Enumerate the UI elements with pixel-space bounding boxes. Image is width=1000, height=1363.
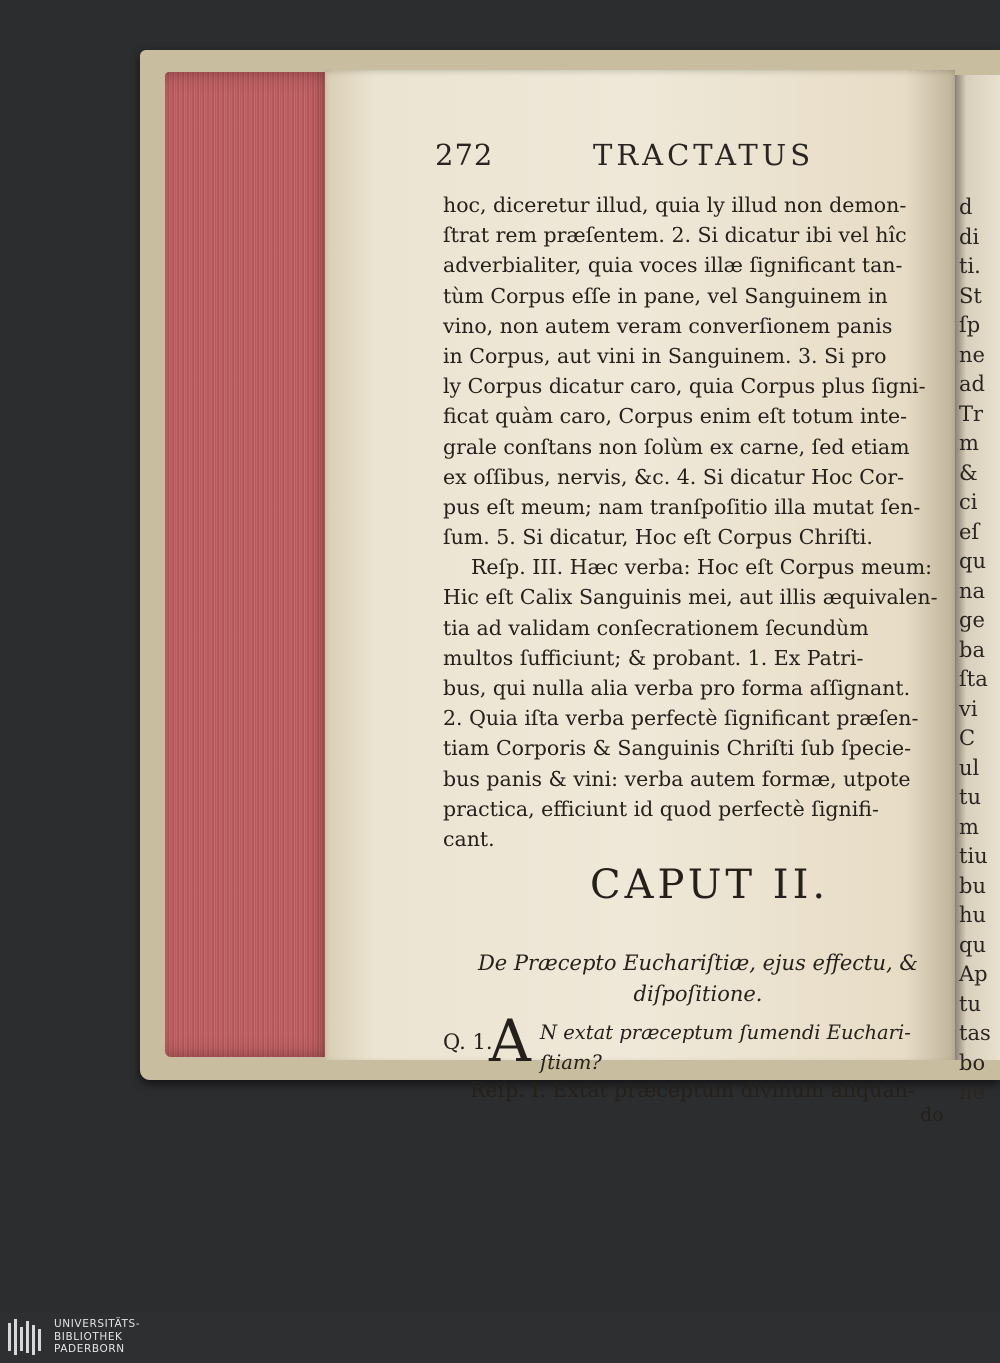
facing-page-fragment: ad: [959, 372, 985, 396]
question-text: [540, 1018, 955, 1078]
facing-page-fragment: C: [959, 726, 976, 750]
facing-page-fragment: ne: [959, 1080, 985, 1104]
text-line: Reſp. III. Hæc verba: Hoc eſt Corpus meum:: [471, 555, 933, 580]
facing-page-fragment: &: [959, 460, 978, 485]
facing-page-fragment: tu: [959, 991, 981, 1016]
running-head: [435, 138, 955, 174]
facing-page-fragment: bo: [959, 1050, 986, 1075]
text-line: hoc, diceretur illud, quia ly illud non demon-: [443, 193, 907, 217]
text-line: Hic eſt Calix Sanguinis mei, aut illis æquivalen-: [443, 585, 938, 610]
text-line: adverbialiter, quia voces illæ ſignificant tan-: [443, 253, 903, 278]
chapter-subtitle: [443, 948, 953, 1010]
text-line: 2. Quia iſta verba perfectè ſignificant præſen-: [443, 706, 919, 731]
footer: [0, 1313, 1000, 1363]
question-label: Q. 1.: [443, 1030, 493, 1054]
text-line: tùm Corpus eſſe in pane, vel Sanguinem in: [443, 283, 888, 308]
text-line: ex oſſibus, nervis, &c. 4. Si dicatur Hoc Cor-: [443, 464, 905, 489]
facing-page-fragment: na: [959, 578, 986, 603]
facing-page-fragment: bu: [959, 873, 986, 898]
running-head-title: TRACTATUS: [593, 138, 815, 172]
facing-page-fragment: St: [959, 283, 982, 308]
library-logo-icon: [6, 1319, 48, 1359]
text-line: tia ad validam conſecrationem ſecundùm: [443, 615, 869, 640]
facing-page-fragment: tu: [959, 785, 981, 809]
catchword: do: [920, 1104, 944, 1126]
text-line: vino, non autem veram converſionem panis: [443, 313, 893, 338]
facing-page-fragment: m: [959, 814, 979, 839]
page-edges: [165, 72, 335, 1057]
page-number: 272: [435, 138, 494, 172]
facing-page-fragment: ne: [959, 342, 985, 367]
text-line: in Corpus, aut vini in Sanguinem. 3. Si pro: [443, 343, 887, 368]
text-line: bus, qui nulla alia verba pro forma aſſignant.: [443, 676, 911, 700]
text-line: ly Corpus dicatur caro, quia Corpus plus ſigni-: [443, 374, 926, 399]
question-text-line: N extat præceptum ſumendi Euchari-: [540, 1021, 911, 1044]
facing-page-fragment: ba: [959, 637, 985, 662]
facing-page-fragment: qu: [959, 549, 986, 573]
question-text-line: ſtiam?: [540, 1051, 602, 1074]
facing-page-fragment: hu: [959, 903, 987, 927]
facing-page-fragment: d: [959, 195, 973, 219]
facing-page-fragment: ge: [959, 608, 985, 632]
facing-page-fragment: ti.: [959, 254, 981, 278]
facing-page-fragment: ul: [959, 755, 980, 780]
text-line: grale conſtans non ſolùm ex carne, ſed etiam: [443, 434, 910, 459]
facing-page-fragment: tas: [959, 1021, 991, 1045]
text-line: ſum. 5. Si dicatur, Hoc eſt Corpus Chriſti.: [443, 525, 873, 550]
facing-page-fragment: ci: [959, 490, 978, 514]
facing-page-fragment: Ap: [959, 962, 988, 986]
facing-page-fragment: ſp: [959, 313, 981, 337]
text-line: ſtrat rem præſentem. 2. Si dicatur ibi vel hîc: [443, 223, 907, 248]
library-name-line: UNIVERSITÄTS-: [54, 1318, 141, 1330]
facing-page-fragment: Tr: [959, 401, 984, 426]
library-name-line: BIBLIOTHEK: [54, 1330, 123, 1343]
text-line: pus eſt meum; nam tranſpoſitio illa mutat ſen-: [443, 494, 921, 519]
library-name: [54, 1318, 140, 1356]
library-name-line: PADERBORN: [54, 1343, 125, 1355]
text-line: bus panis & vini: verba autem formæ, utpote: [443, 766, 911, 791]
facing-page-fragment: qu: [959, 932, 986, 957]
facing-page-fragment: tiu: [959, 844, 988, 868]
facing-page-fragment: ſta: [959, 667, 988, 691]
chapter-subtitle-line: De Præcepto Euchariſtiæ, ejus effectu, &: [477, 951, 919, 975]
facing-page-fragment: di: [959, 224, 980, 249]
chapter-subtitle-line: diſpoſitione.: [633, 982, 763, 1006]
text-line: ficat quàm caro, Corpus enim eſt totum inte-: [443, 404, 908, 429]
facing-page-fragment: m: [959, 431, 979, 455]
text-line: multos ſufficiunt; & probant. 1. Ex Patri-: [443, 645, 864, 670]
drop-cap: A: [489, 1007, 531, 1075]
facing-page-fragment: vi: [959, 696, 978, 721]
facing-page-edge: [955, 75, 1000, 1104]
text-line: cant.: [443, 826, 495, 851]
text-line: tiam Corporis & Sanguinis Chriſti ſub ſpecie-: [443, 736, 912, 761]
body-text: [443, 190, 953, 854]
text-line: practica, efficiunt id quod perfectè ſignifi-: [443, 796, 879, 821]
response-line: Reſp. I. Extat præceptum divinum aliquan-: [470, 1078, 915, 1102]
chapter-title: CAPUT II.: [590, 862, 830, 908]
facing-page-fragment: eſ: [959, 519, 980, 544]
